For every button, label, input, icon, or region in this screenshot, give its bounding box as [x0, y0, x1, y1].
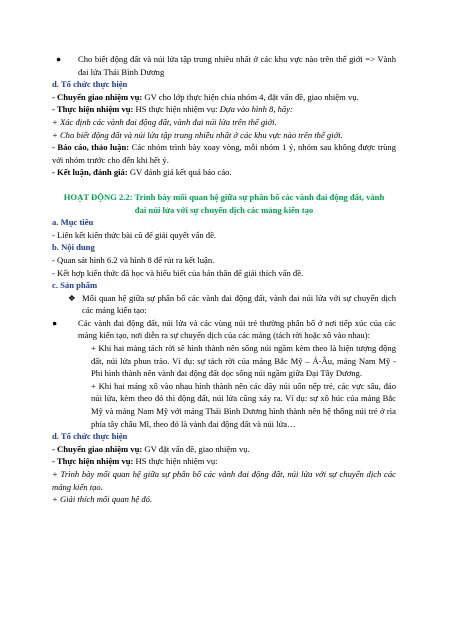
dot-item: [52, 317, 396, 342]
section-heading-d1: d. Tổ chức thực hiện: [52, 79, 128, 90]
section-heading-b: b. Nội dung: [52, 242, 95, 253]
dot-icon: ●: [52, 317, 58, 328]
document-page: [52, 53, 396, 506]
d1-item-5: - Báo cáo, thảo luận: Các nhóm trình bày xoay vòng, mỗi nhóm 1 ý, nhóm sau không được trùng với nhóm trước cho đến khi hết ý.: [52, 142, 397, 165]
plus-item-1: + Khi hai mảng tách rời sẽ hình thành nên sống núi ngầm kèm theo là hiện tượng động đất, núi lửa phun trào. Ví dụ: sự tách rời của mảng Bắc Mỹ – Á-Âu, mảng Nam Mỹ - Phi hình thành nên vành đai động đất dọc sống núi ngầm giữa Đại Tây Dương.: [91, 343, 396, 379]
d1-item-3: + Xác định các vành đai động đất, vành đai núi lửa trên thế giới.: [52, 116, 277, 127]
d2-italic-1: + Trình bày mối quan hệ giữa sự phân bố các vành đai động đất, núi lửa với sự chuyển dịch các mảng kiến tạo.: [52, 469, 396, 492]
bullet-icon: ●: [56, 54, 62, 64]
section-heading-a: a. Mục tiêu: [52, 217, 94, 228]
activity-title: HOẠT ĐỘNG 2.2: Trình bày mối quan hệ giữa sự phân bố các vành đai động đất, vành đai núi lửa với sự chuyển dịch các mảng kiến tạo: [63, 191, 385, 215]
diamond-text: Mối quan hệ giữa sự phân bố các vành đai động đất, vành đai núi lửa với sự chuyển dịch các mảng kiến tạo:: [82, 292, 396, 316]
b-line-2: - Kết hợp kiến thức đã học và hiểu biết của bản thân để giải thích vấn đề.: [52, 267, 304, 278]
d1-item-1: - Chuyển giao nhiệm vụ: GV cho lớp thực hiện chia nhóm 4, đặt vấn đề, giao nhiệm vụ.: [52, 91, 359, 102]
diamond-item: [52, 292, 396, 317]
bullet-item: [52, 53, 396, 78]
b-line-1: - Quan sát hình 6.2 và hình 8 để rút ra kết luận.: [52, 254, 215, 265]
d2-item-1: - Chuyển giao nhiệm vụ: GV đặt vấn đề, giao nhiệm vụ.: [52, 443, 250, 454]
plus-item-2: + Khi hai mảng xô vào nhau hình thành nên các dãy núi uốn nếp trẻ, các vực sâu, đảo núi lửa, kèm theo đó thì động đất, núi lửa cũng xảy ra. Ví dụ: sự xô húc của mảng Bắc Mỹ và mảng Nam Mỹ với mảng Thái Bình Dương hình thành nên hệ thống núi trẻ ở rìa phía tây châu Mĩ, theo đó là vành đai động đất và núi lửa…: [91, 380, 396, 429]
d1-item-6: - Kết luận, đánh giá: GV đánh giá kết quả báo cáo.: [52, 167, 232, 178]
bullet-text: Cho biết động đất và núi lửa tập trung nhiều nhất ở các khu vực nào trên thế giới => Vành đai lửa Thái Bình Dương: [78, 54, 396, 77]
d2-item-2: - Thực hiện nhiệm vụ: HS thực hiện nhiệm vụ:: [52, 456, 218, 467]
dot-text: Các vành đai động đất, núi lửa và các vùng núi trẻ thường phân bố ở nơi tiếp xúc của các mảng kiến tạo, nơi diễn ra sự chuyển dịch của các mảng (tách rời hoặc xô vào nhau):: [78, 317, 396, 341]
a-text: - Liên kết kiến thức bài cũ để giải quyết vấn đề.: [52, 229, 217, 240]
d2-italic-2: + Giải thích mối quan hệ đó.: [52, 494, 153, 505]
d1-item-2: - Thực hiện nhiệm vụ: HS thực hiện nhiệm vụ: Dựa vào hình 8, hãy:: [52, 104, 293, 115]
spacer: [52, 179, 396, 191]
section-heading-c: c. Sản phẩm: [52, 280, 98, 291]
section-heading-d2: d. Tổ chức thực hiện: [52, 431, 128, 442]
d1-item-4: + Cho biết động đất và núi lửa tập trung nhiều nhất ở các khu vực nào trên thế giới.: [52, 129, 343, 140]
diamond-icon: ❖: [68, 292, 76, 303]
